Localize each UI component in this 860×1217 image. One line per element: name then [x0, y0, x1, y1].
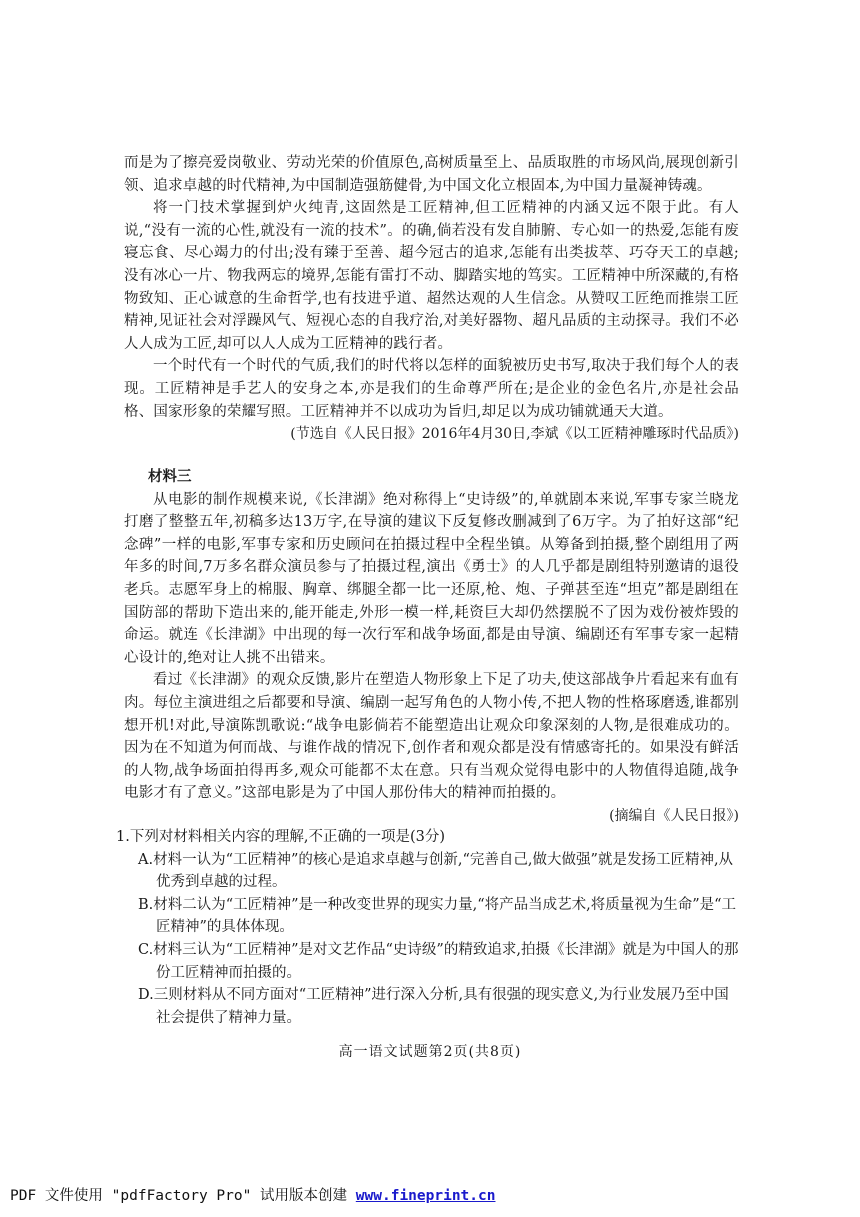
source-citation: (摘编自《人民日报》)	[609, 807, 739, 824]
source-citation: (节选自《人民日报》2016年4月30日,李斌《以工匠精神雕琢时代品质》)	[290, 426, 739, 443]
passage-paragraph: 看过《长津湖》的观众反馈,影片在塑造人物形象上下足了功夫,使这部战争片看起来有血有肉。每位主演进组之后都要和导演、编剧一起写角色的人物小传,不把人物的性格琢磨透,谁都别想开机!对此,导演陈凯歌说:“战争电影倘若不能塑造出让观众印象深刻的人物,是很难成功的。因为在不知道为何而战、与谁作战的情况下,创作者和观众都是没有情感寄托的。如果没有鲜活的人物,战争场面拍得再多,观众可能都不太在意。只有当观众觉得电影中的人物值得追随,战争电影才有了意义。”这部电影是为了中国人那份伟大的精神而拍摄的。	[124, 672, 739, 802]
material-3-heading: 材料三	[148, 468, 192, 485]
option-c: C.材料三认为“工匠精神”是对文艺作品“史诗级”的精致追求,拍摄《长津湖》就是为中国人的那份工匠精神而拍摄的。	[138, 941, 739, 981]
pdf-watermark	[10, 1184, 495, 1205]
page-number-footer: 高一语文试题第2页(共8页)	[338, 1044, 522, 1060]
question-stem: 1.下列对材料相关内容的理解,不正确的一项是(3分)	[116, 829, 445, 845]
watermark-text: PDF 文件使用 "pdfFactory Pro" 试用版本创建	[10, 1188, 356, 1204]
material-3	[124, 466, 739, 828]
option-d: D.三则材料从不同方面对“工匠精神”进行深入分析,具有很强的现实意义,为行业发展乃至中国社会提供了精神力量。	[138, 987, 729, 1026]
passage-paragraph: 从电影的制作规模来说,《长津湖》绝对称得上“史诗级”的,单就剧本来说,军事专家兰晓龙打磨了整整五年,初稿多达13万字,在导演的建议下反复修改删减到了6万字。为了拍好这部“纪念碑”一样的电影,军事专家和历史顾问在拍摄过程中全程坐镇。从筹备到拍摄,整个剧组用了两年多的时间,7万多名群众演员参与了拍摄过程,演出《勇士》的人几乎都是剧组特别邀请的退役老兵。志愿军身上的棉服、胸章、绑腿全都一比一还原,枪、炮、子弹甚至连“坦克”都是剧组在国防部的帮助下造出来的,能开能走,外形一模一样,耗资巨大却仍然摆脱不了因为戏份被炸毁的命运。就连《长津湖》中出现的每一次行军和战争场面,都是由导演、编剧还有军事专家一起精心设计的,绝对让人挑不出错来。	[124, 491, 739, 666]
passage-paragraph: 将一门技术掌握到炉火纯青,这固然是工匠精神,但工匠精神的内涵又远不限于此。有人说,“没有一流的心性,就没有一流的技术”。的确,倘若没有发自肺腑、专心如一的热爱,怎能有废寝忘食、尽心竭力的付出;没有臻于至善、超今冠古的追求,怎能有出类拔萃、巧夺天工的卓越;没有冰心一片、物我两忘的境界,怎能有雷打不动、脚踏实地的笃实。工匠精神中所深藏的,有格物致知、正心诚意的生命哲学,也有技进乎道、超然达观的人生信念。从赞叹工匠绝而推崇工匠精神,见证社会对浮躁风气、短视心态的自我疗治,对美好器物、超凡品质的主动探寻。我们不必人人成为工匠,却可以人人成为工匠精神的践行者。	[124, 200, 739, 352]
passage-paragraph: 一个时代有一个时代的气质,我们的时代将以怎样的面貌被历史书写,取决于我们每个人的表现。工匠精神是手艺人的安身之本,亦是我们的生命尊严所在;是企业的金色名片,亦是社会品格、国家形象的荣耀写照。工匠精神并不以成功为旨归,却足以为成功铺就通天大道。	[124, 358, 739, 420]
option-a: A.材料一认为“工匠精神”的核心是追求卓越与创新,“完善自己,做大做强”就是发扬工匠精神,从优秀到卓越的过程。	[138, 851, 734, 891]
watermark-link[interactable]: www.fineprint.cn	[355, 1188, 496, 1204]
material-2-continued	[124, 152, 739, 446]
passage-paragraph: 而是为了擦亮爱岗敬业、劳动光荣的价值原色,高树质量至上、品质取胜的市场风尚,展现创新引领、追求卓越的时代精神,为中国制造强筋健骨,为中国文化立根固本,为中国力量凝神铸魂。	[124, 155, 739, 194]
question-1	[116, 826, 739, 1029]
option-b: B.材料二认为“工匠精神”是一种改变世界的现实力量,“将产品当成艺术,将质量视为生命”是“工匠精神”的具体体现。	[138, 896, 737, 936]
